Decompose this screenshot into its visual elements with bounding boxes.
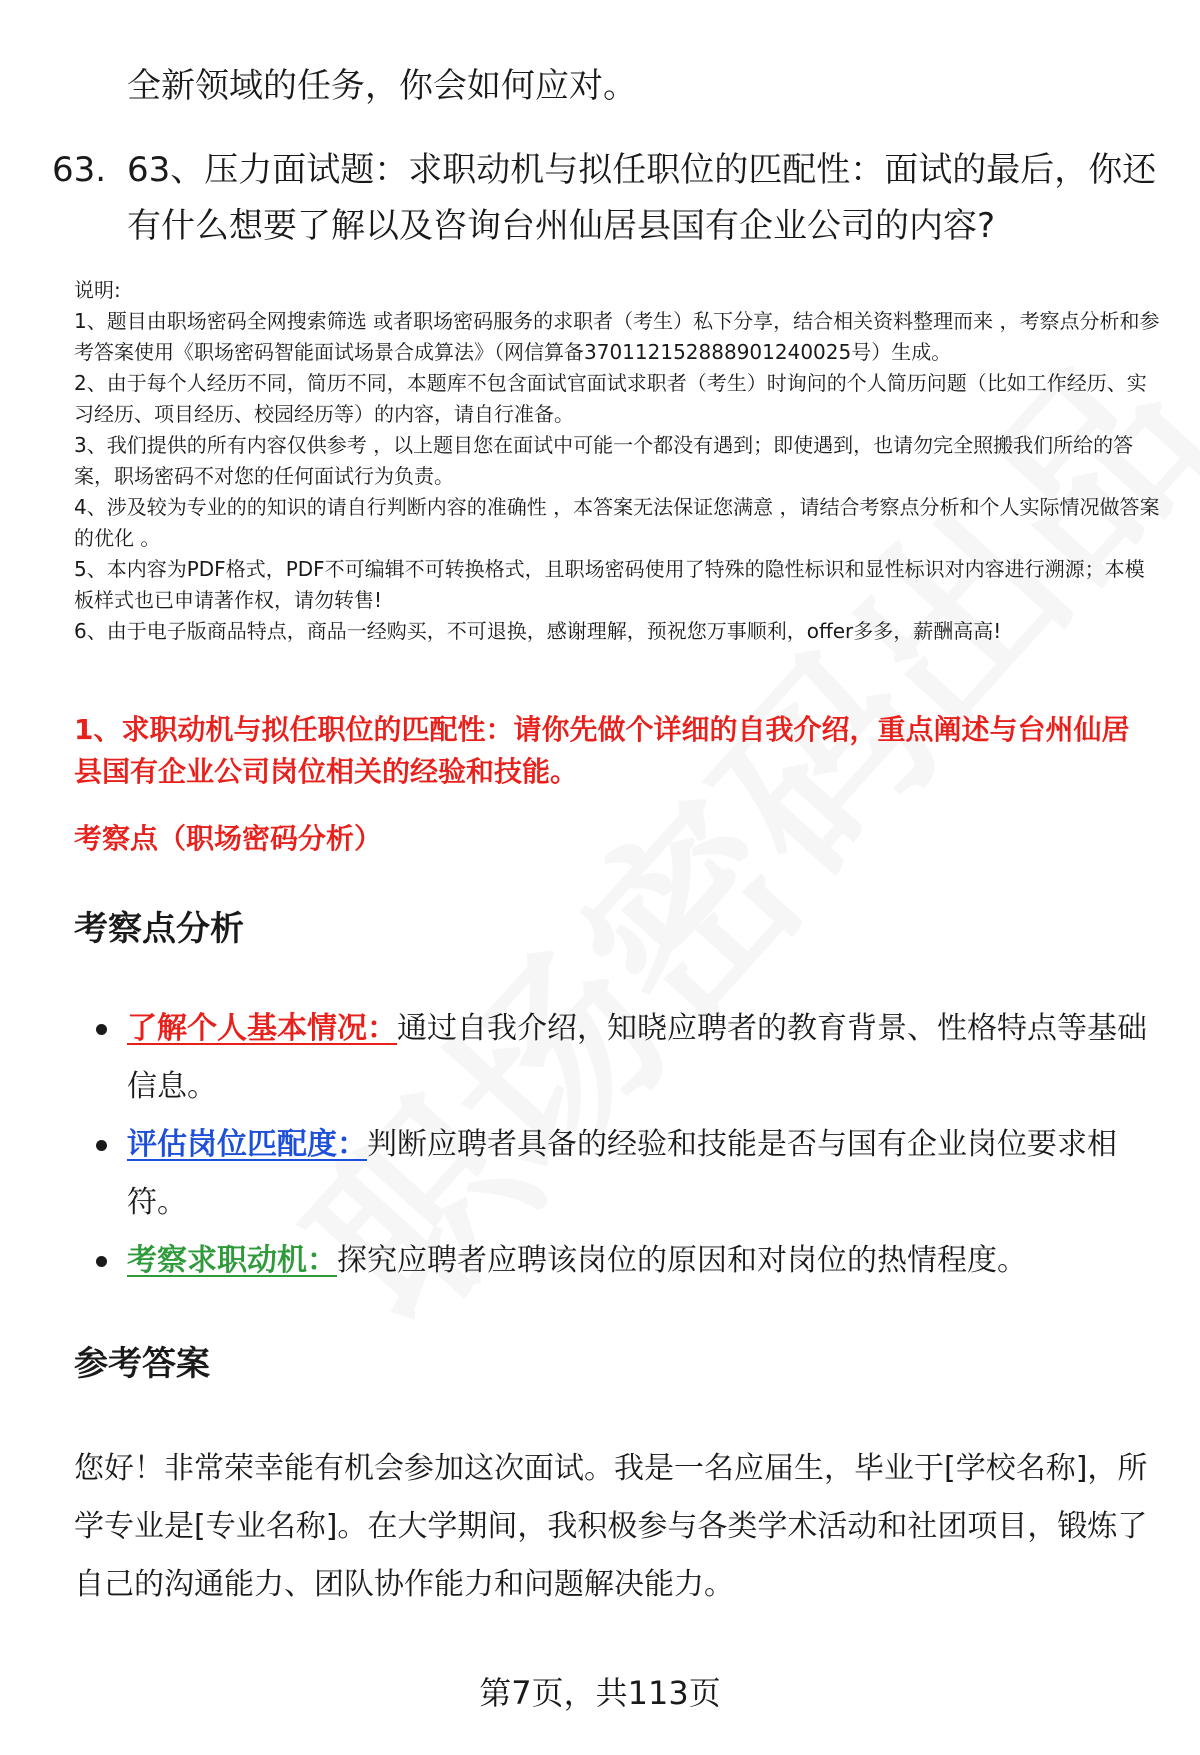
bullet-dot-icon xyxy=(96,1140,107,1151)
sub-question-heading: 1、求职动机与拟任职位的匹配性：请你先做个详细的自我介绍，重点阐述与台州仙居县国有企业公司岗位相关的经验和技能。 xyxy=(74,713,1130,788)
bullet-term: 评估岗位匹配度： xyxy=(127,1127,367,1162)
page-footer: 第7页，共113页 xyxy=(479,1674,721,1712)
answer-heading: 参考答案 xyxy=(74,1344,210,1384)
bullet-term: 考察求职动机： xyxy=(127,1243,337,1278)
notes-item: 6、由于电子版商品特点，商品一经购买，不可退换，感谢理解，预祝您万事顺利，offer多多，薪酬高高! xyxy=(74,619,1002,643)
bullet-text: 通过自我介绍，知晓应聘者的教育背景、性格特点等基础信息。 xyxy=(127,1011,1147,1104)
analysis-bullet xyxy=(0,1000,1147,1116)
notes-title: 说明: xyxy=(74,278,121,302)
answer-text: 您好！非常荣幸能有机会参加这次面试。我是一名应届生，毕业于[学校名称]，所学专业是[专业名称]。在大学期间，我积极参与各类学术活动和社团项目，锻炼了自己的沟通能力、团队协作能力和问题解决能力。 xyxy=(74,1451,1148,1602)
continuation-text: 全新领域的任务，你会如何应对。 xyxy=(127,66,637,106)
notes-item: 4、涉及较为专业的的知识的请自行判断内容的准确性 ，本答案无法保证您满意 ，请结合考察点分析和个人实际情况做答案的优化 。 xyxy=(74,495,1160,550)
bullet-text: 判断应聘者具备的经验和技能是否与国有企业岗位要求相符。 xyxy=(127,1127,1117,1220)
question-item xyxy=(52,142,1172,254)
notes-item: 2、由于每个人经历不同，简历不同，本题库不包含面试官面试求职者（考生）时询问的个人简历问题（比如工作经历、实习经历、项目经历、校园经历等）的内容，请自行准备。 xyxy=(74,371,1147,426)
bullet-text: 探究应聘者应聘该岗位的原因和对岗位的热情程度。 xyxy=(337,1243,1027,1278)
bullet-dot-icon xyxy=(96,1256,107,1267)
notes-item: 1、题目由职场密码全网搜索筛选 或者职场密码服务的求职者（考生）私下分享，结合相关资料整理而来 ，考察点分析和参考答案使用《职场密码智能面试场景合成算法》（网信算备370112152888901240025号）生成。 xyxy=(74,309,1160,364)
bullet-dot-icon xyxy=(96,1024,107,1035)
question-number: 63. xyxy=(52,150,107,190)
analysis-label: 考察点（职场密码分析） xyxy=(74,822,383,855)
analysis-list xyxy=(0,1000,1200,1290)
notes-item: 5、本内容为PDF格式，PDF不可编辑不可转换格式，且职场密码使用了特殊的隐性标识和显性标识对内容进行溯源；本模板样式也已申请著作权，请勿转售! xyxy=(74,557,1145,612)
analysis-heading: 考察点分析 xyxy=(74,909,244,949)
analysis-bullet xyxy=(0,1232,1147,1290)
notes-item: 3、我们提供的所有内容仅供参考 ，以上题目您在面试中可能一个都没有遇到；即使遇到，也请勿完全照搬我们所给的答案，职场密码不对您的任何面试行为负责。 xyxy=(74,433,1134,488)
bullet-term: 了解个人基本情况： xyxy=(127,1011,397,1046)
analysis-bullet xyxy=(0,1116,1147,1232)
notes-block xyxy=(74,275,1164,647)
question-text: 63、压力面试题：求职动机与拟任职位的匹配性：面试的最后，你还有什么想要了解以及咨询台州仙居县国有企业公司的内容? xyxy=(127,150,1157,246)
